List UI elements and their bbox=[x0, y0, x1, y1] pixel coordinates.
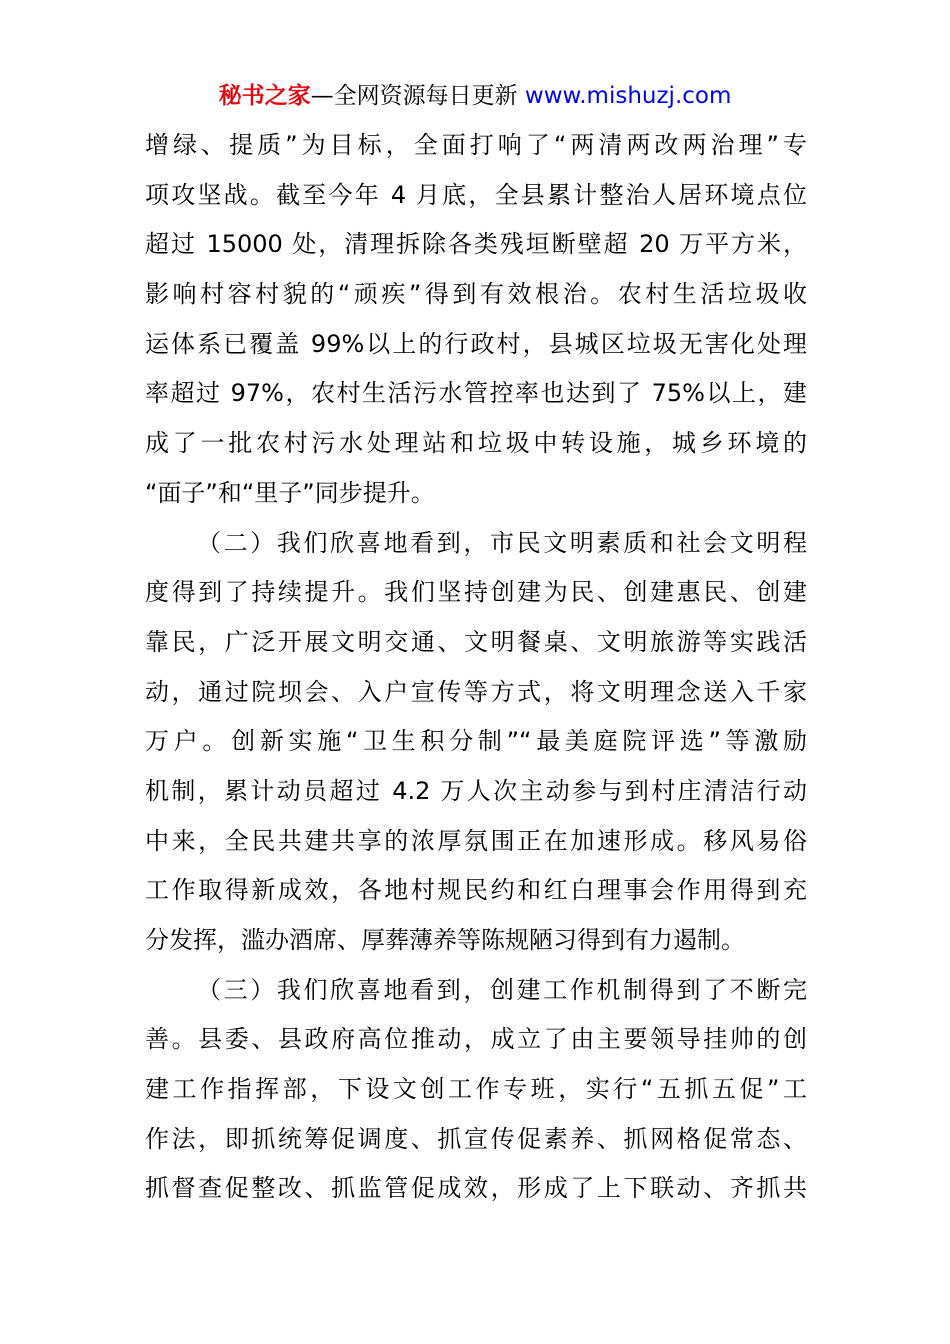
text-line: 工作取得新成效，各地村规民约和红白理事会作用得到充 bbox=[145, 876, 807, 905]
site-header bbox=[0, 78, 950, 114]
paragraph-end-line: “面子”和“里子”同步提升。 bbox=[145, 478, 435, 507]
text-line: 项攻坚战。截至今年 4 月底，全县累计整治人居环境点位 bbox=[145, 180, 807, 209]
text-line: 度得到了持续提升。我们坚持创建为民、创建惠民、创建 bbox=[145, 578, 807, 607]
text-line: 抓督查促整改、抓监管促成效，形成了上下联动、齐抓共 bbox=[145, 1174, 807, 1203]
text-line: 靠民，广泛开展文明交通、文明餐桌、文明旅游等实践活 bbox=[145, 627, 807, 656]
paragraph-first-line: （三）我们欣喜地看到，创建工作机制得到了不断完 bbox=[197, 975, 807, 1004]
text-line: 动，通过院坝会、入户宣传等方式，将文明理念送入千家 bbox=[145, 677, 807, 706]
text-line: 超过 15000 处，清理拆除各类残垣断壁超 20 万平方米， bbox=[145, 230, 807, 259]
paragraph-end-line: 分发挥，滥办酒席、厚葬薄养等陈规陋习得到有力遏制。 bbox=[145, 926, 745, 954]
text-line: 中来，全民共建共享的浓厚氛围正在加速形成。移风易俗 bbox=[145, 826, 807, 855]
site-url-link[interactable]: www.mishuzj.com bbox=[524, 83, 732, 109]
text-line: 运体系已覆盖 99%以上的行政村，县城区垃圾无害化处理 bbox=[145, 329, 807, 358]
text-line: 作法，即抓统筹促调度、抓宣传促素养、抓网格促常态、 bbox=[145, 1124, 807, 1153]
text-line: 成了一批农村污水处理站和垃圾中转设施，城乡环境的 bbox=[145, 429, 807, 458]
site-tagline: —全网资源每日更新 bbox=[310, 83, 525, 109]
site-brand: 秘书之家 bbox=[218, 83, 311, 109]
text-line: 万户。创新实施“卫生积分制”“最美庭院评选”等激励 bbox=[145, 727, 807, 756]
paragraph-first-line: （二）我们欣喜地看到，市民文明素质和社会文明程 bbox=[197, 528, 807, 557]
text-line: 建工作指挥部，下设文创工作专班，实行“五抓五促”工 bbox=[145, 1075, 807, 1104]
text-line: 机制，累计动员超过 4.2 万人次主动参与到村庄清洁行动 bbox=[145, 776, 807, 805]
text-line: 影响村容村貌的“顽疾”得到有效根治。农村生活垃圾收 bbox=[145, 280, 807, 309]
text-line: 增绿、提质”为目标，全面打响了“两清两改两治理”专 bbox=[145, 131, 807, 159]
text-line: 善。县委、县政府高位推动，成立了由主要领导挂帅的创 bbox=[145, 1025, 807, 1054]
text-line: 率超过 97%，农村生活污水管控率也达到了 75%以上，建 bbox=[145, 379, 807, 408]
document-body bbox=[145, 128, 807, 1221]
